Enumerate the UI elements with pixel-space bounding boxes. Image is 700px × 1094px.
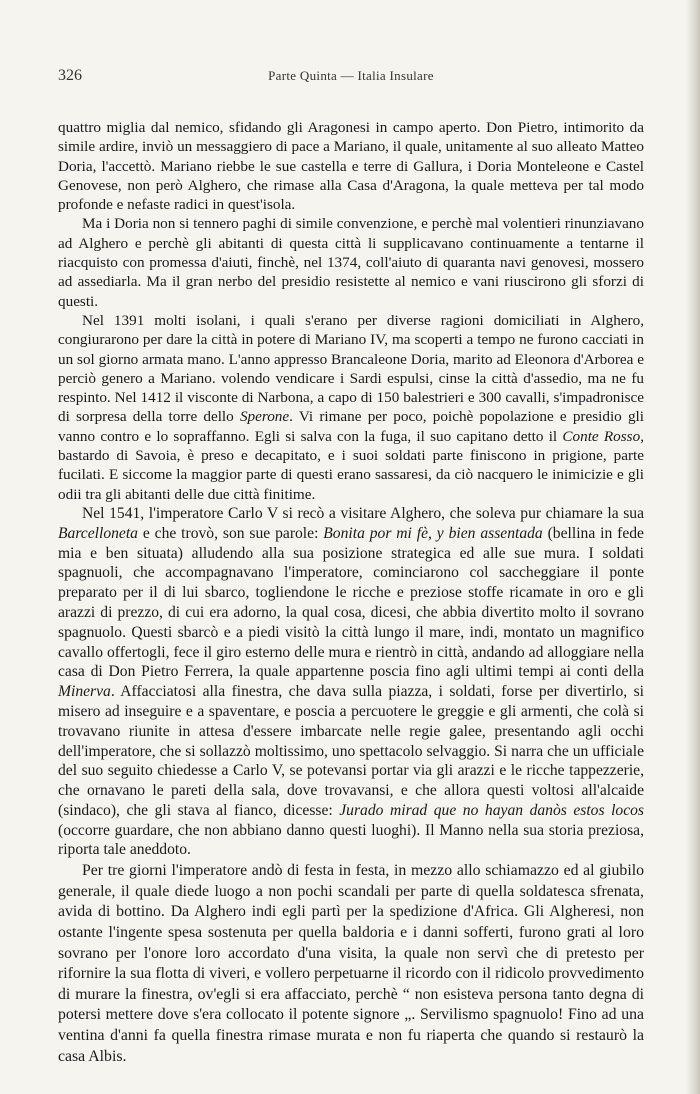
paragraph <box>58 311 644 504</box>
paragraph <box>58 214 644 310</box>
page-number: 326 <box>58 67 82 84</box>
running-head: Parte Quinta — Italia Insulare <box>268 68 434 83</box>
text-run: e che trovò, son sue parole: <box>137 524 324 542</box>
italic-text: Bonita por mi fè, y bien assentada <box>323 524 543 542</box>
text-run: (bellina in fede mia e ben situata) alludendo alla sua posizione strategica ed alle sue mura. I soldati spagnuoli, che accompagnavano l'imperatore, cominciarono col saccheggiare il ponte preparato per il di lui sbarco, togliendone le ricche e preziose stoffe ricamate in oro e gli arazzi di prezzo, di cui era adorno, la qual cosa, dicesi, che abbia divertito molto il sovrano spagnuolo. Questi sbarcò e a piedi visitò la città lungo il mare, indi, montato un magnifico cavallo offertogli, fece il giro esterno delle mura e rientrò in città, andando ad alloggiare nella casa di Don Pietro Ferrera, la quale appartenne poscia fino agli ultimi tempi ai conti della <box>58 524 644 681</box>
body-text <box>58 118 644 1067</box>
paragraph <box>58 118 644 214</box>
text-run: Nel 1541, l'imperatore Carlo V si recò a visitare Alghero, che soleva pur chiamare la sua <box>82 504 644 522</box>
italic-text: Minerva <box>58 683 111 701</box>
text-run: Per tre giorni l'imperatore andò di festa in festa, in mezzo allo schiamazzo ed al giubilo generale, il quale diede luogo a non pochi scandali per parte di quella soldatesca sfrenata, avida di bottino. Da Alghero indi egli partì per la spedizione d'Africa. Gli Algheresi, non ostante l'ingente spesa sostenuta per quella baldoria e i danni sofferti, furono grati al loro sovrano per l'onore loro accordato d'una visita, la quale non servì che di pretesto per rifornire la sua flotta di viveri, e vollero perpetuarne il ricordo con il ridicolo provvedimento di murare la finestra, ov'egli si era affacciato, perchè “ non esisteva persona tanto degna di potersi mettere dove s'era collocato il potente signore „. Servilismo spagnuolo! Fino ad una ventina d'anni fa quella finestra rimase murata e non fu riaperta che quando si restaurò la casa Albis. <box>58 862 644 1065</box>
italic-text: Conte Rosso <box>562 427 641 445</box>
italic-text: Barcelloneta <box>58 524 138 542</box>
text-run: . Vi rimane per poco, poichè popolazione e presidio gli vanno contro e lo sopraffanno. Egli si salva con la fuga, il suo capitano detto il <box>58 408 644 445</box>
italic-text: Sperone <box>239 408 290 426</box>
paragraph <box>58 504 644 860</box>
text-run: Nel 1391 molti isolani, i quali s'erano per diverse ragioni domiciliati in Alghero, congiurarono per dare la città in potere di Mariano IV, ma scoperti a tempo ne furono cacciati in un sol giorno armata mano. L'anno appresso Brancaleone Doria, marito ad Eleonora d'Arborea e perciò genero a Mariano. volendo vendicare i Sardi espulsi, cinse la città d'assedio, ma ne fu respinto. Nel 1412 il visconte di Narbona, a capo di 150 balestrieri e 300 cavalli, s'impadronisce di sorpresa della torre dello <box>58 311 644 426</box>
text-run: . Affacciatosi alla finestra, che dava sulla piazza, i soldati, forse per divertirlo, si misero ad inseguire e a spaventare, e poscia a percuotere le greggie e gli armenti, che colà si trovavano riunite in attesa d'essere imbarcate nelle regie galee, presentando agli occhi dell'imperatore, che si sollazzò moltissimo, uno spettacolo selvaggio. Si narra che un ufficiale del suo seguito chiedesse a Carlo V, se potevansi portar via gli arazzi e le ricche tappezzerie, che ornavano le pareti della sala, dove trovavansi, e che allora questi voltosi all'alcaide (sindaco), che gli stava al fianco, dicesse: <box>58 683 644 819</box>
text-run: (occorre guardare, che non abbiano danno questi luoghi). Il Manno nella sua storia preziosa, riporta tale aneddoto. <box>58 821 644 859</box>
text-run: quattro miglia dal nemico, sfidando gli Aragonesi in campo aperto. Don Pietro, intimorito da simile ardire, inviò un messaggiero di pace a Mariano, il quale, unitamente al suo alleato Matteo Doria, l'accettò. Mariano riebbe le sue castella e terre di Gallura, i Doria Monteleone e Castel Genovese, non però Alghero, che rimase alla Casa d'Aragona, la quale metteva per tal modo profonde e nefaste radici in quest'isola. <box>58 119 644 214</box>
page-header <box>58 67 644 87</box>
paragraph <box>58 861 644 1067</box>
text-run: , bastardo di Savoia, è preso e decapitato, e i suoi soldati parte finiscono in prigione, parte fucilati. E siccome la maggior parte di questi erano sassaresi, da ciò nacquero le inimicizie e gli odii tra gli abitanti delle due città finitime. <box>58 427 644 503</box>
text-run: Ma i Doria non si tennero paghi di simile convenzione, e perchè mal volentieri rinunziavano ad Alghero e perchè gli abitanti di questa città li supplicavano continuamente a tentarne il riacquisto con promessa d'aiuti, finchè, nel 1374, coll'aiuto di quaranta navi genovesi, mossero ad assediarla. Ma il gran nerbo del presidio resistette al nemico e vani riuscirono gli sforzi di questi. <box>58 215 644 310</box>
italic-text: Jurado mirad que no hayan danòs estos locos <box>339 801 644 819</box>
page-edge-shadow <box>686 0 700 1094</box>
